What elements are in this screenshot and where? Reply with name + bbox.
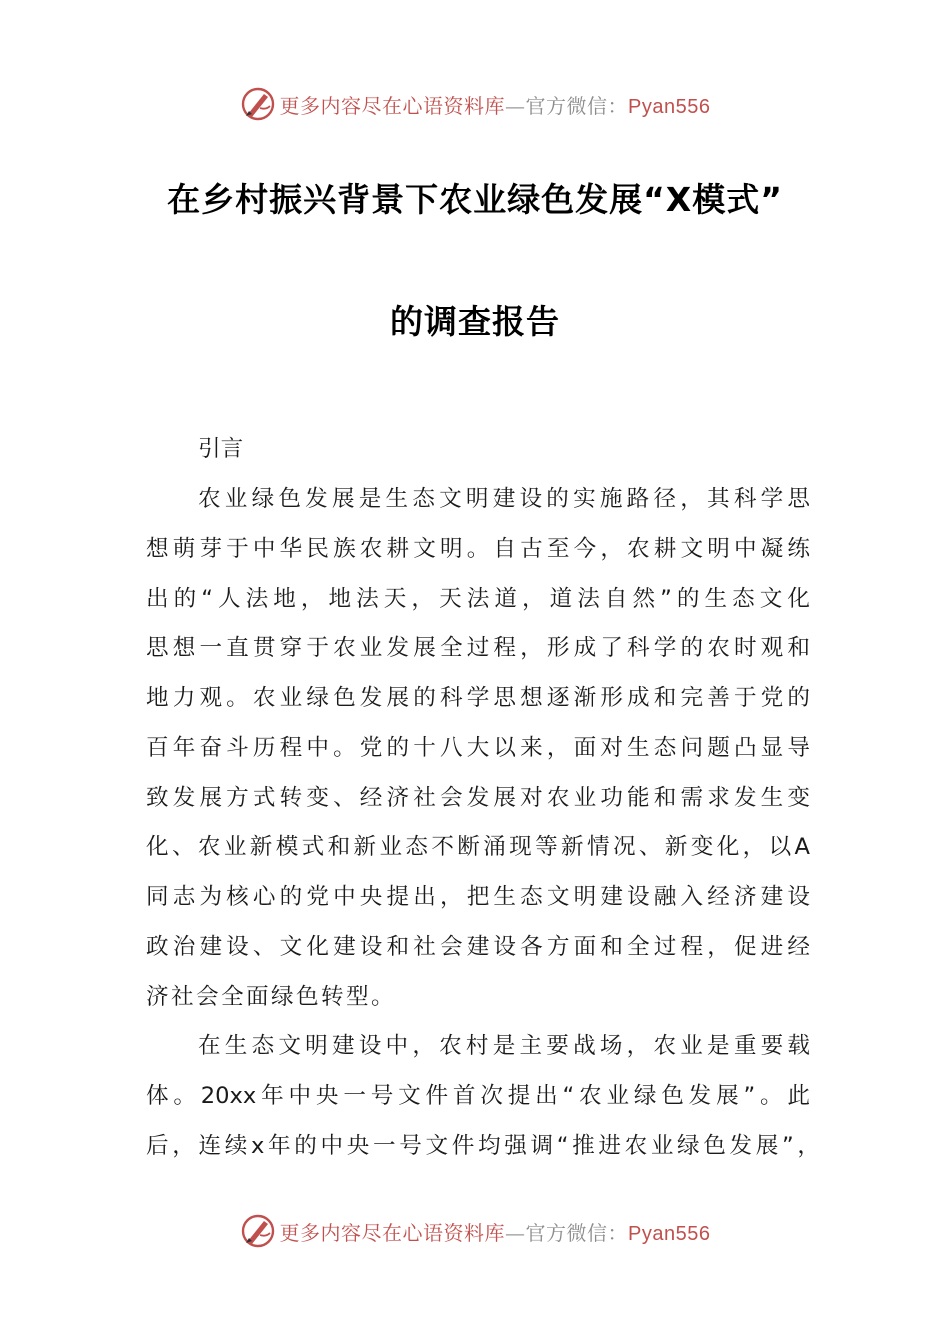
paragraph-2-line-2: 体。20xx年中央一号文件首次提出“农业绿色发展”。此: [146, 1083, 810, 1109]
watermark-banner-top: [0, 84, 950, 124]
watermark-label: 官方微信：: [525, 1220, 629, 1245]
watermark-banner-bottom: [0, 1211, 950, 1251]
paragraph-2-line-1: 在生态文明建设中，农村是主要战场，农业是重要载: [198, 1033, 810, 1059]
pen-logo-icon: [240, 86, 276, 122]
watermark-site-text: 更多内容尽在心语资料库: [279, 93, 506, 118]
paragraph-1-line-1: 农业绿色发展是生态文明建设的实施路径，其科学思: [198, 486, 810, 512]
paragraph-1-line-10: 政治建设、文化建设和社会建设各方面和全过程，促进经: [146, 934, 810, 960]
paragraph-1-line-8: 化、农业新模式和新业态不断涌现等新情况、新变化，以A: [146, 834, 810, 860]
paragraph-1-line-7: 致发展方式转变、经济社会发展对农业功能和需求发生变: [146, 785, 810, 811]
watermark-label: 官方微信：: [525, 93, 629, 118]
watermark-text: [280, 1217, 711, 1246]
paragraph-1-line-9: 同志为核心的党中央提出，把生态文明建设融入经济建设: [146, 884, 810, 910]
section-heading: 引言: [198, 436, 244, 462]
paragraph-1-line-6: 百年奋斗历程中。党的十八大以来，面对生态问题凸显导: [146, 735, 810, 761]
paragraph-1-line-4: 思想一直贯穿于农业发展全过程，形成了科学的农时观和: [146, 635, 810, 661]
watermark-separator: —: [505, 1220, 526, 1245]
watermark-wechat-id: Pyan556: [628, 95, 711, 118]
watermark-site-text: 更多内容尽在心语资料库: [279, 1220, 506, 1245]
watermark-wechat-id: Pyan556: [628, 1222, 711, 1245]
watermark-separator: —: [505, 93, 526, 118]
pen-logo-icon: [240, 1213, 276, 1249]
paragraph-1-line-5: 地力观。农业绿色发展的科学思想逐渐形成和完善于党的: [146, 685, 810, 711]
paragraph-1-line-2: 想萌芽于中华民族农耕文明。自古至今，农耕文明中凝练: [146, 536, 810, 562]
document-title-line-1: 在乡村振兴背景下农业绿色发展“X模式”: [167, 180, 783, 219]
document-title-line-2: 的调查报告: [390, 302, 560, 341]
paragraph-1-line-11: 济社会全面绿色转型。: [146, 984, 396, 1010]
watermark-text: [280, 90, 711, 119]
paragraph-1-line-3: 出的“人法地，地法天，天法道，道法自然”的生态文化: [146, 586, 810, 612]
paragraph-2-line-3: 后，连续x年的中央一号文件均强调“推进农业绿色发展”，: [146, 1133, 820, 1159]
